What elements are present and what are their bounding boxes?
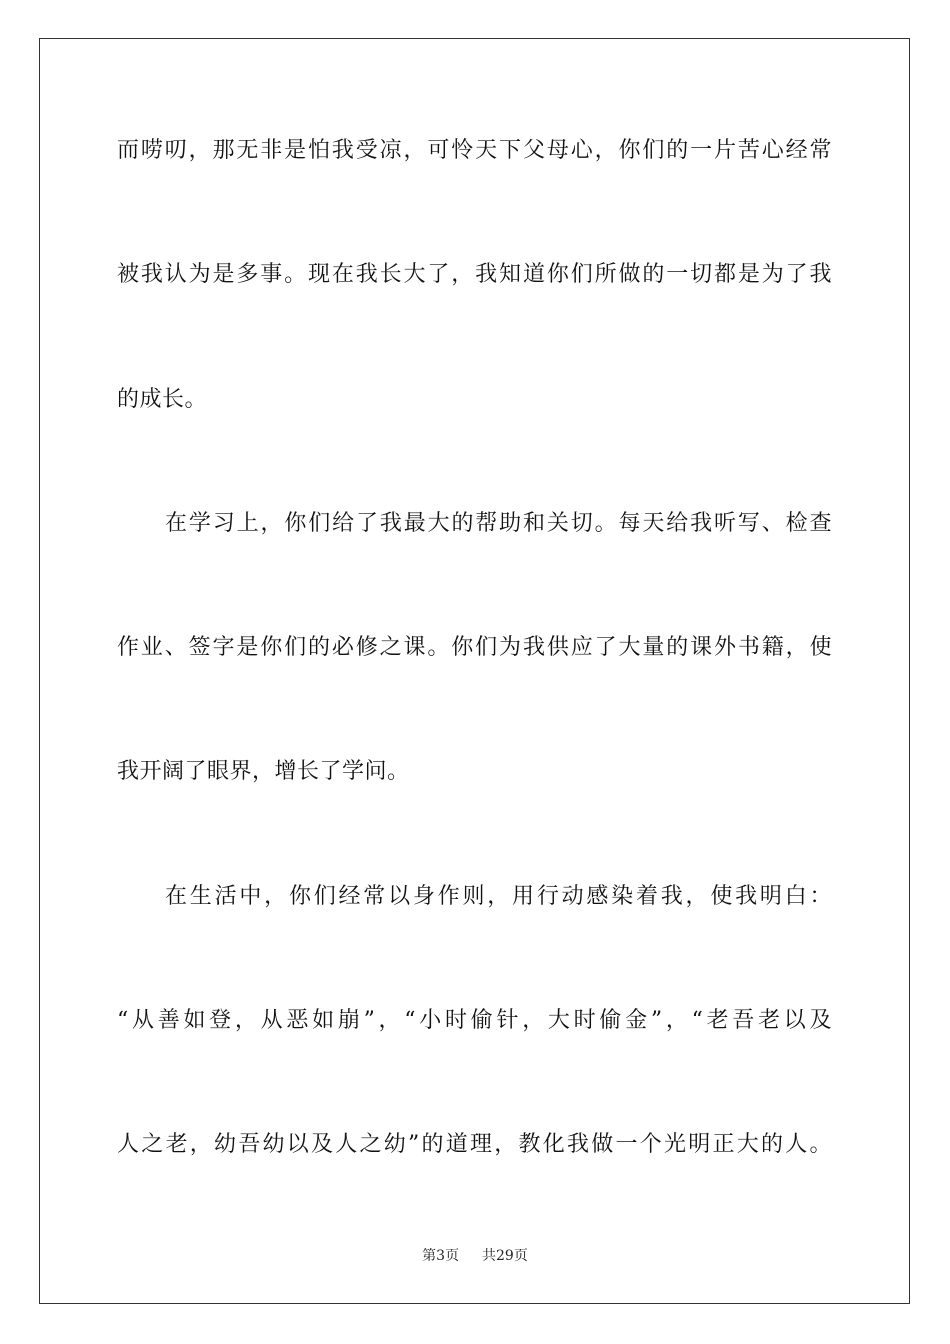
page-number: 第3页 <box>422 1248 460 1264</box>
paragraph-first-line: 在生活中，你们经常以身作则，用行动感染着我，使我明白： <box>165 884 832 909</box>
page-total: 共29页 <box>482 1248 528 1264</box>
body-text-line: 作业、签字是你们的必修之课。你们为我供应了大量的课外书籍，使 <box>117 635 832 660</box>
body-text-line: 而唠叨，那无非是怕我受凉，可怜天下父母心，你们的一片苦心经常 <box>117 138 832 163</box>
body-text-line: “从善如登，从恶如崩”，“小时偷针，大时偷金”，“老吾老以及 <box>117 1008 832 1033</box>
page-footer <box>0 1246 950 1266</box>
body-text-line: 被我认为是多事。现在我长大了，我知道你们所做的一切都是为了我 <box>117 262 832 287</box>
body-text-line: 人之老，幼吾幼以及人之幼”的道理，教化我做一个光明正大的人。 <box>117 1132 832 1157</box>
page-border <box>39 38 910 1304</box>
body-text-line: 我开阔了眼界，增长了学问。 <box>117 759 410 784</box>
paragraph-first-line: 在学习上，你们给了我最大的帮助和关切。每天给我听写、检查 <box>165 511 832 536</box>
body-text-line: 的成长。 <box>117 387 208 412</box>
